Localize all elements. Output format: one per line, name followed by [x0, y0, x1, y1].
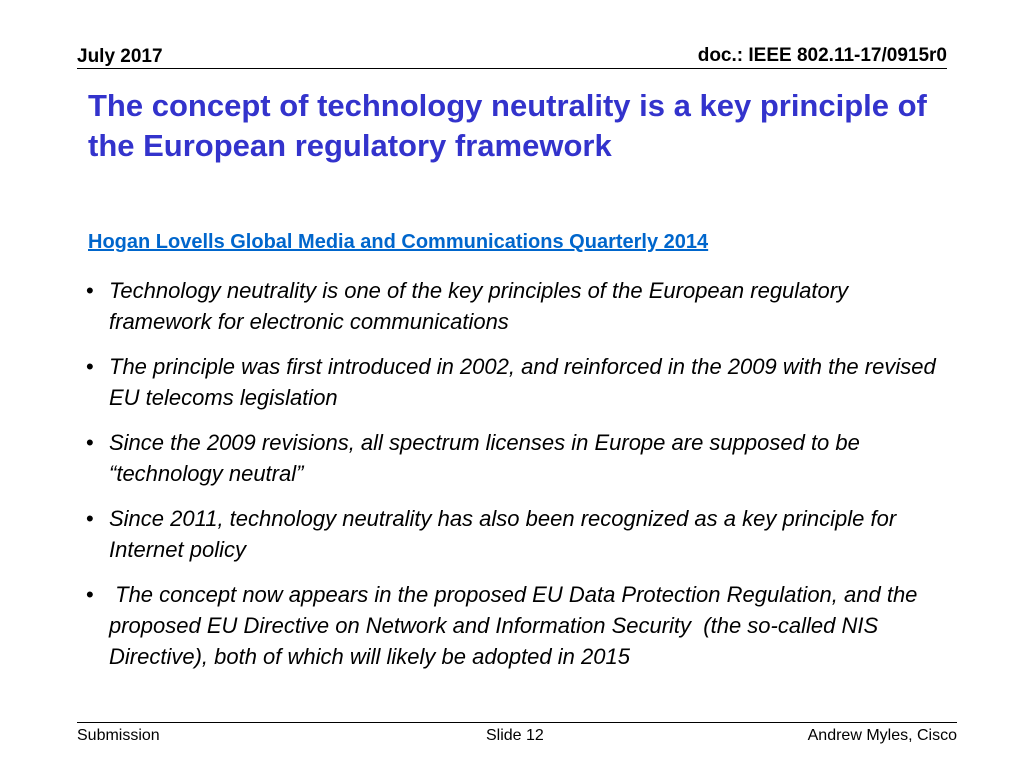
bullet-icon: • [86, 430, 94, 455]
bullet-icon: • [86, 354, 94, 379]
footer-submission: Submission [77, 727, 160, 744]
bullet-text: Since 2011, technology neutrality has also been recognized as a key principle for Internet policy [109, 506, 897, 562]
bullet-text: The principle was first introduced in 2002, and reinforced in the 2009 with the revised EU telecoms legislation [109, 354, 936, 410]
header-divider [77, 68, 947, 69]
footer-author: Andrew Myles, Cisco [807, 727, 957, 744]
footer-divider [77, 722, 957, 723]
bullet-item [86, 503, 956, 565]
bullet-list [86, 275, 956, 686]
bullet-item [86, 351, 956, 413]
bullet-item [86, 275, 956, 337]
bullet-icon: • [86, 278, 94, 303]
bullet-text: Technology neutrality is one of the key principles of the European regulatory framework for electronic communications [109, 278, 849, 334]
header-doc-id: doc.: IEEE 802.11-17/0915r0 [697, 45, 947, 66]
slide-title: The concept of technology neutrality is a key principle of the European regulatory framework [88, 88, 927, 163]
bullet-item [86, 579, 956, 672]
bullet-item [86, 427, 956, 489]
footer-slide-number: Slide 12 [486, 727, 544, 744]
header-date: July 2017 [77, 46, 163, 67]
source-link[interactable]: Hogan Lovells Global Media and Communications Quarterly 2014 [88, 231, 709, 253]
bullet-icon: • [86, 506, 94, 531]
bullet-icon: • [86, 582, 94, 607]
bullet-text: The concept now appears in the proposed EU Data Protection Regulation, and the proposed EU Directive on Network and Information Security (the so-called NIS Directive), both of which will likely be adopted in 2015 [109, 582, 924, 669]
bullet-text: Since the 2009 revisions, all spectrum licenses in Europe are supposed to be “technology neutral” [109, 430, 860, 486]
